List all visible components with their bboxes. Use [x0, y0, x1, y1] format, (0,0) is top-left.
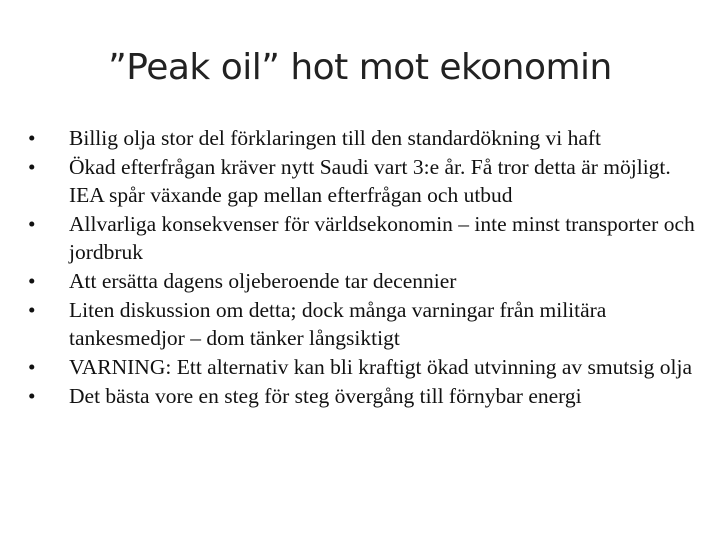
bullet-text: Det bästa vore en steg för steg övergång till förnybar energi — [69, 384, 582, 408]
list-item — [28, 210, 700, 266]
bullet-text: Allvarliga konsekvenser för världsekonomin – inte minst transporter och jordbruk — [69, 212, 695, 264]
list-item — [28, 382, 700, 410]
bullet-text: Ökad efterfrågan kräver nytt Saudi vart 3:e år. Få tror detta är möjligt. IEA spår växande gap mellan efterfrågan och utbud — [69, 155, 671, 207]
bullet-marker: • — [28, 269, 36, 293]
bullet-marker: • — [28, 212, 36, 236]
list-item — [28, 124, 700, 152]
list-item — [28, 153, 700, 209]
bullet-text: Liten diskussion om detta; dock många varningar från militära tankesmedjor – dom tänker långsiktigt — [69, 298, 607, 350]
bullet-marker: • — [28, 384, 36, 408]
bullet-marker: • — [28, 155, 36, 179]
list-item — [28, 296, 700, 352]
bullet-marker: • — [28, 355, 36, 379]
bullet-text: Att ersätta dagens oljeberoende tar decennier — [69, 269, 457, 293]
bullet-marker: • — [28, 126, 36, 150]
list-item — [28, 267, 700, 295]
slide-title: ”Peak oil” hot mot ekonomin — [108, 47, 612, 88]
bullet-text: Billig olja stor del förklaringen till den standardökning vi haft — [69, 126, 602, 150]
list-item — [28, 353, 700, 381]
bullet-marker: • — [28, 298, 36, 322]
bullet-text: VARNING: Ett alternativ kan bli kraftigt ökad utvinning av smutsig olja — [69, 355, 693, 379]
bullet-list — [28, 124, 700, 411]
